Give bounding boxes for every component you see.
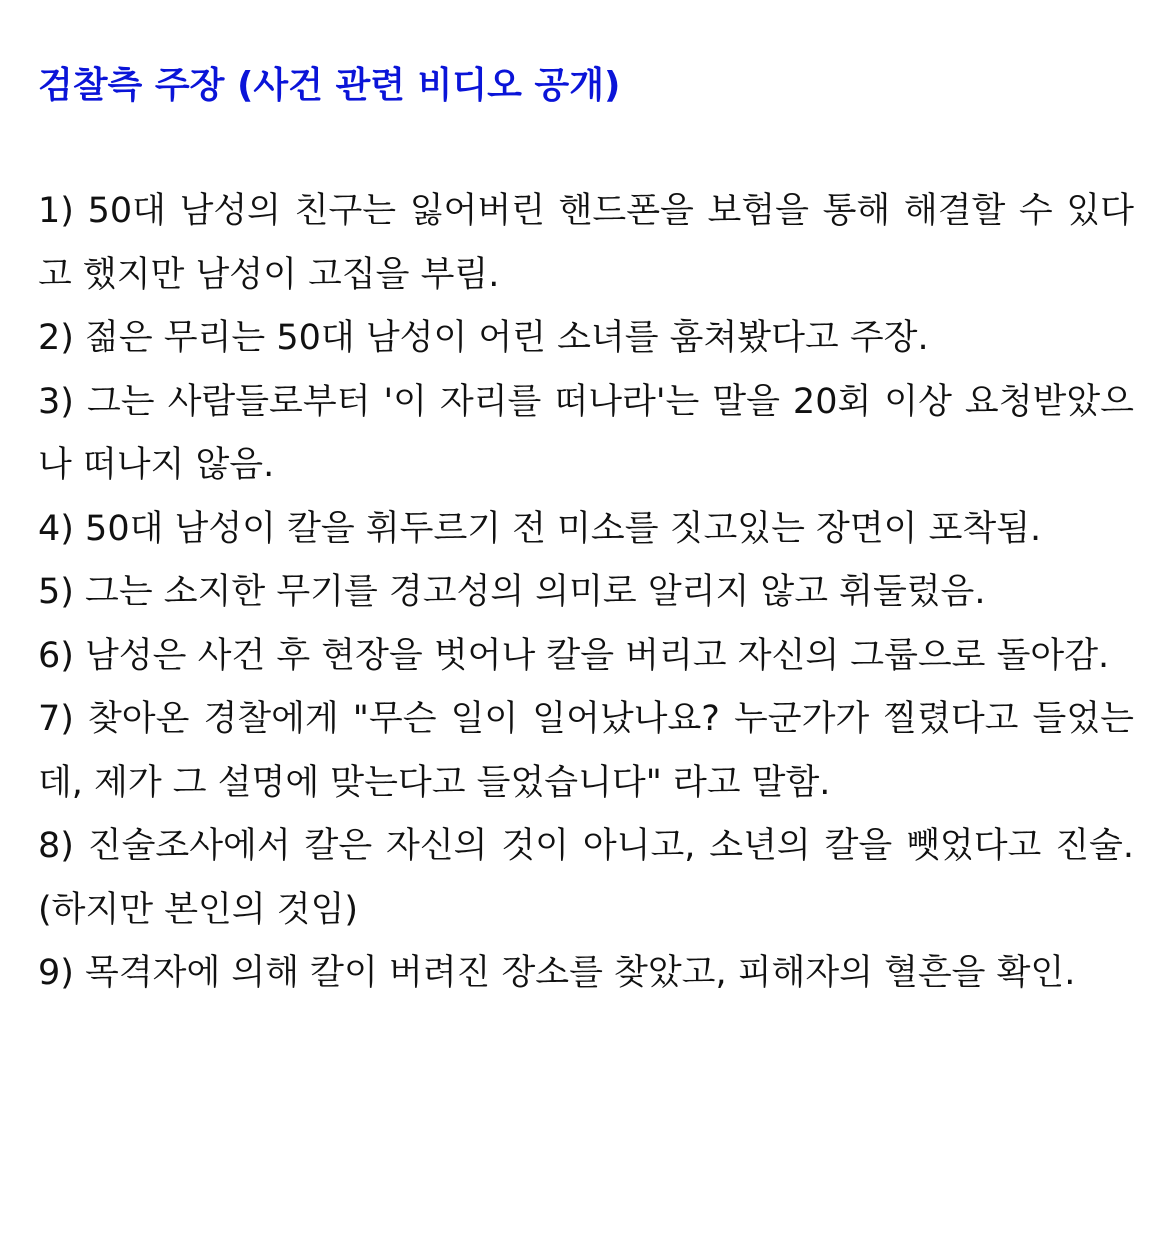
claim-item-7: 7) 찾아온 경찰에게 "무슨 일이 일어났나요? 누군가가 찔렸다고 들었는데, 제가 그 설명에 맞는다고 들었습니다" 라고 말함. (38, 699, 1134, 803)
claim-item-8: 8) 진술조사에서 칼은 자신의 것이 아니고, 소년의 칼을 뺏었다고 진술. (하지만 본인의 것임) (38, 826, 1134, 930)
claim-item-9: 9) 목격자에 의해 칼이 버려진 장소를 찾았고, 피해자의 혈흔을 확인. (38, 953, 1076, 993)
claim-item-1: 1) 50대 남성의 친구는 잃어버린 핸드폰을 보험을 통해 해결할 수 있다고 했지만 남성이 고집을 부림. (38, 191, 1134, 295)
claims-list (38, 180, 1134, 1006)
claim-item-4: 4) 50대 남성이 칼을 휘두르기 전 미소를 짓고있는 장면이 포착됨. (38, 508, 1042, 549)
claim-item-5: 5) 그는 소지한 무기를 경고성의 의미로 알리지 않고 휘둘렀음. (38, 572, 986, 612)
claim-item-2: 2) 젊은 무리는 50대 남성이 어린 소녀를 훔쳐봤다고 주장. (38, 318, 929, 358)
claim-item-3: 3) 그는 사람들로부터 '이 자리를 떠나라'는 말을 20회 이상 요청받았으나 떠나지 않음. (38, 381, 1134, 485)
claim-item-6: 6) 남성은 사건 후 현장을 벗어나 칼을 버리고 자신의 그룹으로 돌아감. (38, 635, 1110, 676)
document-heading: 검찰측 주장 (사건 관련 비디오 공개) (38, 65, 621, 106)
